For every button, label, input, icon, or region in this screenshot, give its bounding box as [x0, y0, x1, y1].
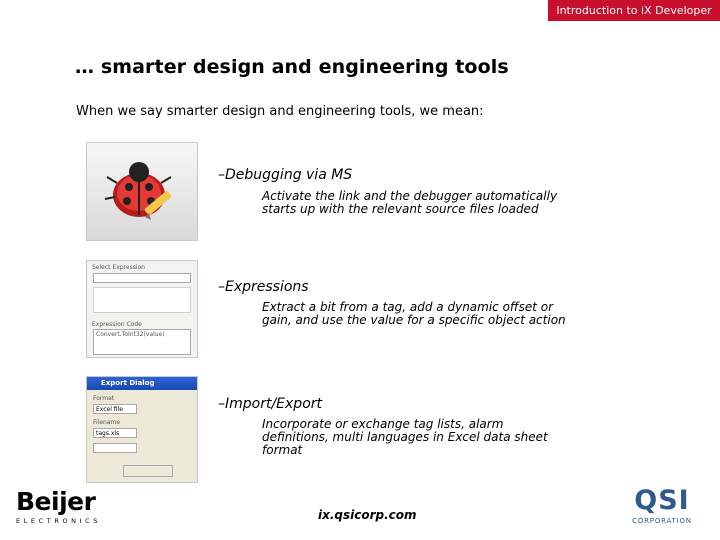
expression-dialog-icon: [87, 261, 197, 357]
export-label-format: Format: [93, 395, 115, 402]
qsi-wordmark: QSI: [634, 485, 690, 516]
desc-line: starts up with the relevant source files loaded: [262, 202, 539, 216]
desc-line: definitions, multi languages in Excel data sheet: [262, 430, 548, 444]
beijer-logo: [16, 487, 102, 528]
export-dialog-icon: [87, 377, 197, 482]
slide-title: … smarter design and engineering tools: [75, 56, 509, 78]
export-filename-value: tags.xls: [96, 430, 120, 437]
export-format-value: Excel file: [96, 406, 123, 413]
item-heading-import-export: –Import/Export: [218, 396, 323, 412]
export-title: Export Dialog: [101, 379, 155, 387]
item-desc-import-export: [262, 418, 548, 457]
expr-label-select: Select Expression: [92, 264, 145, 271]
desc-line: format: [262, 443, 303, 457]
expr-code-text: Convert.ToInt32(value): [96, 331, 165, 338]
beijer-subtext: ELECTRONICS: [16, 517, 102, 525]
qsi-logo: [626, 486, 698, 528]
item-heading-expressions: –Expressions: [218, 279, 309, 295]
expr-code-box: [93, 329, 191, 355]
export-ok-button: [123, 465, 173, 477]
export-format-box: [93, 404, 137, 414]
item-desc-expressions: [262, 301, 566, 327]
import-export-thumbnail: [86, 376, 198, 483]
expr-select-box: [93, 273, 191, 283]
expr-label-code: Expression Code: [92, 321, 142, 328]
expressions-thumbnail: [86, 260, 198, 358]
intro-text: When we say smarter design and engineering tools, we mean:: [76, 104, 484, 119]
desc-line: Activate the link and the debugger automatically: [262, 189, 558, 203]
desc-line: gain, and use the value for a specific object action: [262, 313, 566, 327]
export-titlebar: [87, 377, 197, 390]
expr-list-box: [93, 287, 191, 313]
export-option-box: [93, 443, 137, 453]
beijer-wordmark: Beijer: [16, 487, 96, 516]
qsi-subtext: CORPORATION: [632, 517, 692, 525]
item-heading-debugging: –Debugging via MS: [218, 167, 353, 183]
header-section-tag: Introduction to iX Developer: [548, 0, 720, 21]
export-filename-box: [93, 428, 137, 438]
footer-url: ix.qsicorp.com: [318, 508, 417, 522]
desc-line: Incorporate or exchange tag lists, alarm: [262, 417, 504, 431]
ladybug-icon: [87, 143, 197, 240]
debugger-thumbnail: [86, 142, 198, 241]
export-label-filename: Filename: [93, 419, 121, 426]
desc-line: Extract a bit from a tag, add a dynamic offset or: [262, 300, 554, 314]
item-desc-debugging: [262, 190, 557, 216]
